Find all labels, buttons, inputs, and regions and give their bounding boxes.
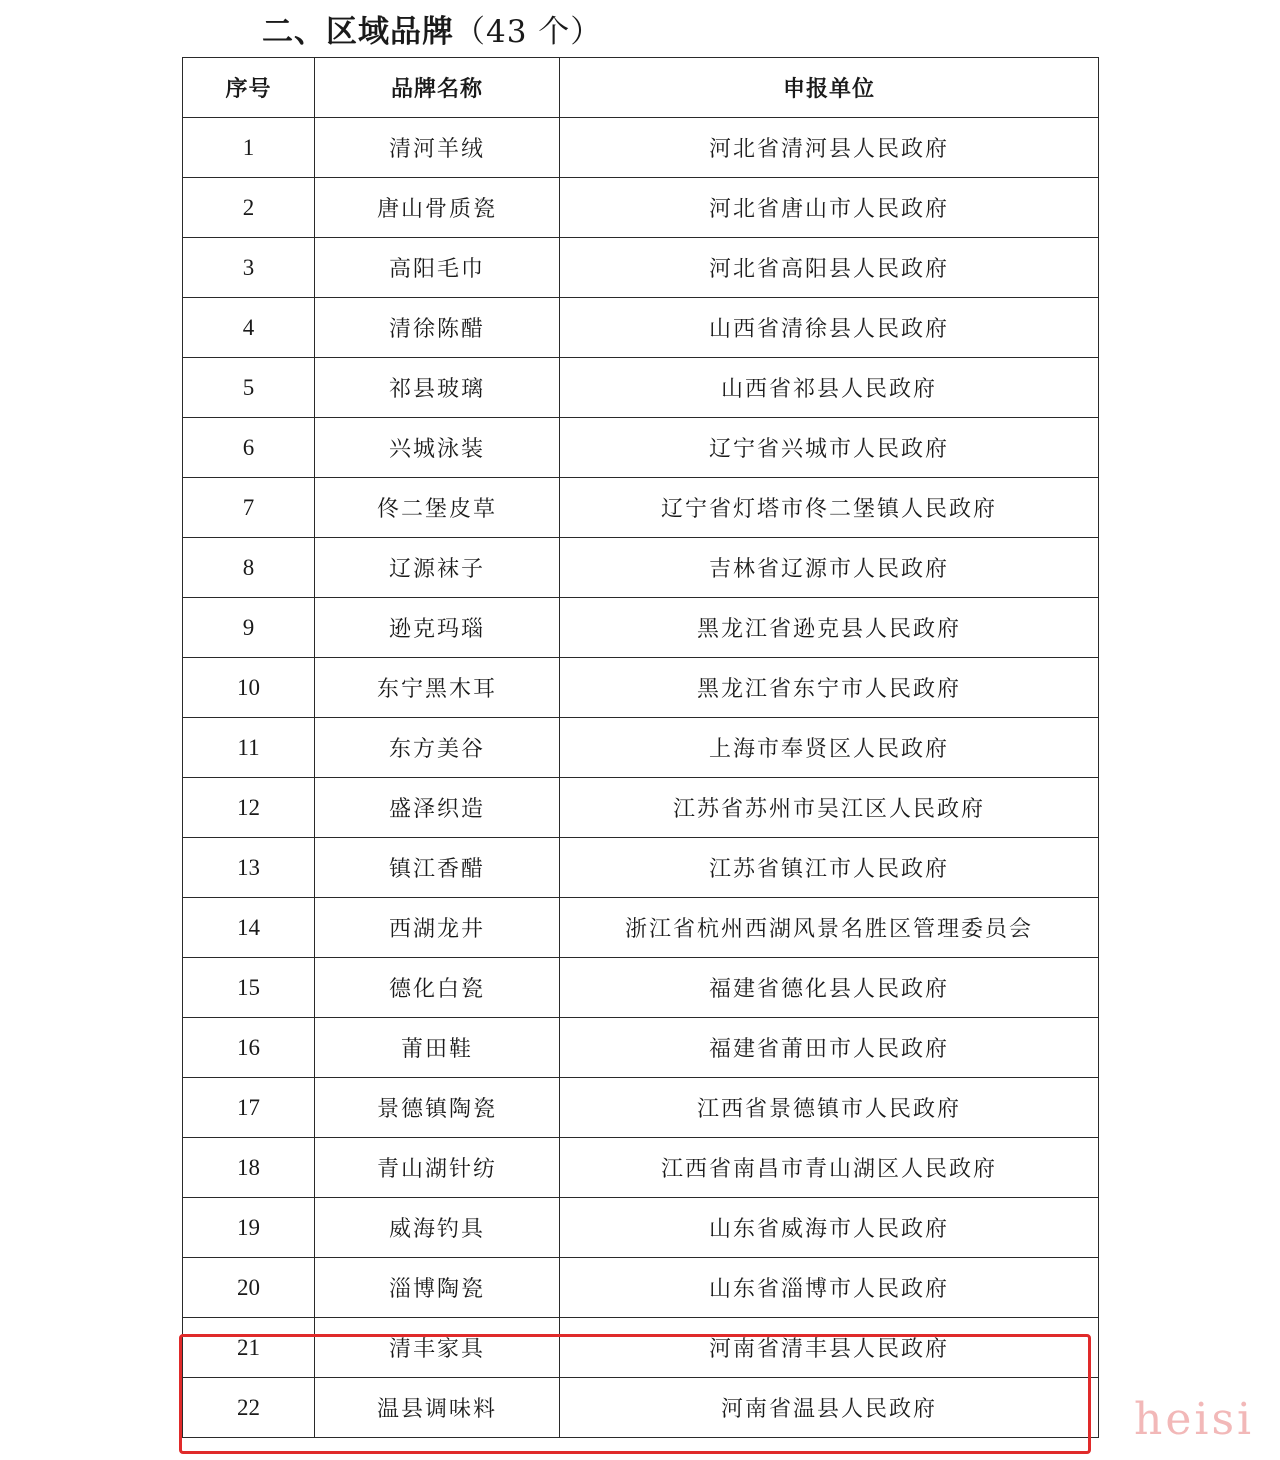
cell-brand-name: 莆田鞋 <box>315 1018 560 1078</box>
section-title-text: 二、区域品牌 <box>262 14 454 50</box>
cell-applicant-unit: 江苏省苏州市吴江区人民政府 <box>560 778 1099 838</box>
cell-brand-name: 高阳毛巾 <box>315 238 560 298</box>
cell-serial-number: 7 <box>183 478 315 538</box>
cell-applicant-unit: 上海市奉贤区人民政府 <box>560 718 1099 778</box>
cell-brand-name: 德化白瓷 <box>315 958 560 1018</box>
cell-brand-name: 温县调味料 <box>315 1378 560 1438</box>
header-brand-name: 品牌名称 <box>315 58 560 118</box>
cell-brand-name: 镇江香醋 <box>315 838 560 898</box>
cell-serial-number: 19 <box>183 1198 315 1258</box>
cell-brand-name: 辽源袜子 <box>315 538 560 598</box>
cell-brand-name: 清河羊绒 <box>315 118 560 178</box>
cell-applicant-unit: 辽宁省兴城市人民政府 <box>560 418 1099 478</box>
table-row <box>183 718 1099 778</box>
cell-serial-number: 10 <box>183 658 315 718</box>
table-row <box>183 478 1099 538</box>
cell-serial-number: 14 <box>183 898 315 958</box>
cell-applicant-unit: 山东省威海市人民政府 <box>560 1198 1099 1258</box>
cell-serial-number: 22 <box>183 1378 315 1438</box>
cell-applicant-unit: 江西省景德镇市人民政府 <box>560 1078 1099 1138</box>
table-header-row <box>183 58 1099 118</box>
cell-applicant-unit: 江西省南昌市青山湖区人民政府 <box>560 1138 1099 1198</box>
cell-serial-number: 15 <box>183 958 315 1018</box>
cell-applicant-unit: 河北省高阳县人民政府 <box>560 238 1099 298</box>
cell-serial-number: 6 <box>183 418 315 478</box>
table-row <box>183 1258 1099 1318</box>
cell-serial-number: 2 <box>183 178 315 238</box>
table-row <box>183 358 1099 418</box>
cell-brand-name: 清徐陈醋 <box>315 298 560 358</box>
cell-applicant-unit: 山东省淄博市人民政府 <box>560 1258 1099 1318</box>
table-row <box>183 1198 1099 1258</box>
cell-brand-name: 清丰家具 <box>315 1318 560 1378</box>
section-title <box>262 8 602 56</box>
cell-applicant-unit: 山西省清徐县人民政府 <box>560 298 1099 358</box>
table-row <box>183 898 1099 958</box>
watermark: heisi <box>1134 1394 1255 1445</box>
cell-applicant-unit: 河北省清河县人民政府 <box>560 118 1099 178</box>
cell-serial-number: 12 <box>183 778 315 838</box>
cell-serial-number: 9 <box>183 598 315 658</box>
cell-serial-number: 18 <box>183 1138 315 1198</box>
cell-serial-number: 17 <box>183 1078 315 1138</box>
cell-brand-name: 佟二堡皮草 <box>315 478 560 538</box>
cell-applicant-unit: 吉林省辽源市人民政府 <box>560 538 1099 598</box>
table-row <box>183 958 1099 1018</box>
cell-serial-number: 21 <box>183 1318 315 1378</box>
cell-brand-name: 东宁黑木耳 <box>315 658 560 718</box>
cell-applicant-unit: 福建省莆田市人民政府 <box>560 1018 1099 1078</box>
header-applicant-unit: 申报单位 <box>560 58 1099 118</box>
cell-serial-number: 3 <box>183 238 315 298</box>
cell-serial-number: 11 <box>183 718 315 778</box>
table-row <box>183 598 1099 658</box>
cell-serial-number: 13 <box>183 838 315 898</box>
cell-brand-name: 东方美谷 <box>315 718 560 778</box>
cell-applicant-unit: 江苏省镇江市人民政府 <box>560 838 1099 898</box>
cell-applicant-unit: 河北省唐山市人民政府 <box>560 178 1099 238</box>
cell-serial-number: 16 <box>183 1018 315 1078</box>
table-row <box>183 418 1099 478</box>
cell-applicant-unit: 黑龙江省逊克县人民政府 <box>560 598 1099 658</box>
cell-serial-number: 20 <box>183 1258 315 1318</box>
cell-serial-number: 4 <box>183 298 315 358</box>
table-row <box>183 178 1099 238</box>
cell-applicant-unit: 辽宁省灯塔市佟二堡镇人民政府 <box>560 478 1099 538</box>
cell-brand-name: 唐山骨质瓷 <box>315 178 560 238</box>
cell-brand-name: 景德镇陶瓷 <box>315 1078 560 1138</box>
cell-brand-name: 祁县玻璃 <box>315 358 560 418</box>
cell-brand-name: 青山湖针纺 <box>315 1138 560 1198</box>
cell-brand-name: 盛泽织造 <box>315 778 560 838</box>
cell-brand-name: 淄博陶瓷 <box>315 1258 560 1318</box>
table-row <box>183 838 1099 898</box>
table-row <box>183 658 1099 718</box>
cell-brand-name: 威海钓具 <box>315 1198 560 1258</box>
table-row <box>183 1318 1099 1378</box>
table-row <box>183 1018 1099 1078</box>
cell-brand-name: 逊克玛瑙 <box>315 598 560 658</box>
cell-applicant-unit: 山西省祁县人民政府 <box>560 358 1099 418</box>
table-row <box>183 238 1099 298</box>
table-row <box>183 118 1099 178</box>
cell-brand-name: 兴城泳装 <box>315 418 560 478</box>
section-count: （43 个） <box>454 14 603 50</box>
cell-applicant-unit: 浙江省杭州西湖风景名胜区管理委员会 <box>560 898 1099 958</box>
cell-serial-number: 5 <box>183 358 315 418</box>
brand-table <box>182 57 1099 1438</box>
table-row <box>183 1078 1099 1138</box>
table-row <box>183 298 1099 358</box>
table-row <box>183 778 1099 838</box>
cell-applicant-unit: 黑龙江省东宁市人民政府 <box>560 658 1099 718</box>
cell-brand-name: 西湖龙井 <box>315 898 560 958</box>
cell-applicant-unit: 河南省温县人民政府 <box>560 1378 1099 1438</box>
table-row <box>183 538 1099 598</box>
cell-serial-number: 1 <box>183 118 315 178</box>
table-row <box>183 1138 1099 1198</box>
cell-serial-number: 8 <box>183 538 315 598</box>
cell-applicant-unit: 福建省德化县人民政府 <box>560 958 1099 1018</box>
cell-applicant-unit: 河南省清丰县人民政府 <box>560 1318 1099 1378</box>
table-row <box>183 1378 1099 1438</box>
header-serial-number: 序号 <box>183 58 315 118</box>
